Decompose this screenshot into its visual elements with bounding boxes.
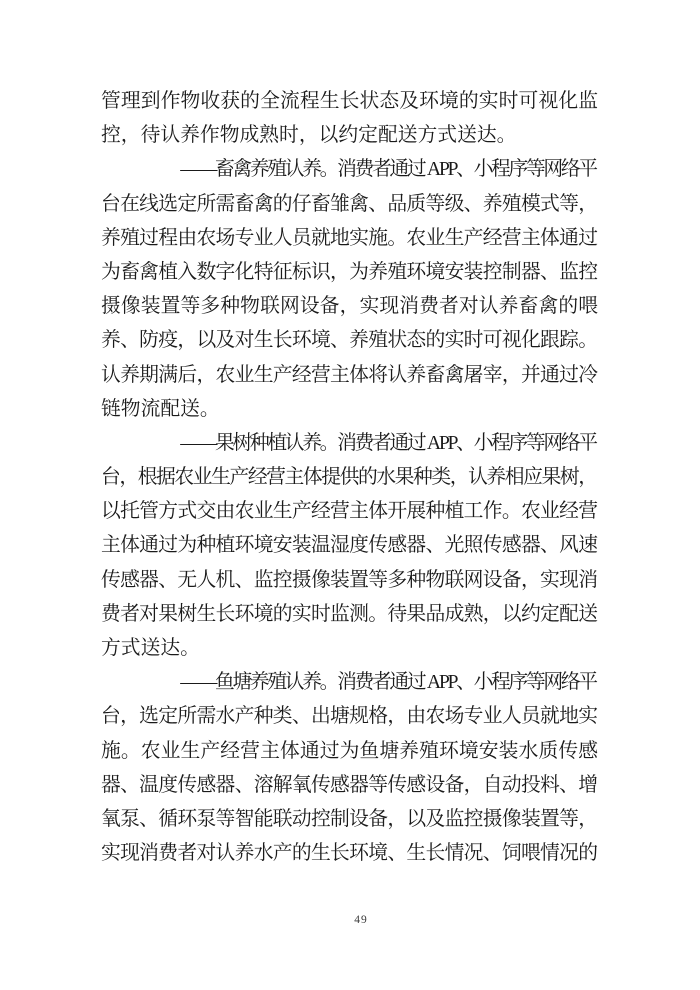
text-line: 台，选定所需水产种类、出塘规格，由农场专业人员就地实 [101,705,598,728]
text-line: 氧泵、循环泵等智能联动控制设备，以及监控摄像装置等， [101,807,598,830]
text-line: ——畜禽养殖认养。消费者通过 APP、小程序等网络平 [180,158,596,181]
text-line: 台在线选定所需畜禽的仔畜雏禽、品质等级、养殖模式等， [101,192,598,215]
text-line: 养、防疫，以及对生长环境、养殖状态的实时可视化跟踪。 [101,329,598,352]
text-line: 费者对果树生长环境的实时监测。待果品成熟，以约定配送 [101,602,598,625]
text-line: ——果树种植认养。消费者通过 APP、小程序等网络平 [180,431,596,454]
text-line: 施。农业生产经营主体通过为鱼塘养殖环境安装水质传感 [101,739,599,762]
text-line: 摄像装置等多种物联网设备，实现消费者对认养畜禽的喂 [101,295,599,318]
text-line: 认养期满后，农业生产经营主体将认养畜禽屠宰，并通过冷 [101,363,598,386]
text-line: 以托管方式交由农业生产经营主体开展种植工作。农业经营 [101,500,598,523]
text-line: 链物流配送。 [101,397,220,420]
page-body-text [101,84,598,870]
text-line: 控，待认养作物成熟时，以约定配送方式送达。 [101,124,517,147]
text-line: 主体通过为种植环境安装温湿度传感器、光照传感器、风速 [101,534,598,557]
text-line: 管理到作物收获的全流程生长状态及环境的实时可视化监 [101,90,599,112]
text-line: 传感器、无人机、监控摄像装置等多种物联网设备，实现消 [101,568,598,591]
text-line: 方式送达。 [101,637,200,659]
text-line: 实现消费者对认养水产的生长环境、生长情况、饲喂情况的 [101,842,598,865]
text-line: ——鱼塘养殖认养。消费者通过 APP、小程序等网络平 [180,671,596,694]
page-number: 49 [354,914,368,926]
text-line: 为畜禽植入数字化特征标识，为养殖环境安装控制器、监控 [101,260,598,283]
text-line: 台，根据农业生产经营主体提供的水果种类，认养相应果树， [101,466,597,489]
text-line: 器、温度传感器、溶解氧传感器等传感设备，自动投料、增 [101,773,598,796]
text-line: 养殖过程由农场专业人员就地实施。农业生产经营主体通过 [101,226,598,249]
